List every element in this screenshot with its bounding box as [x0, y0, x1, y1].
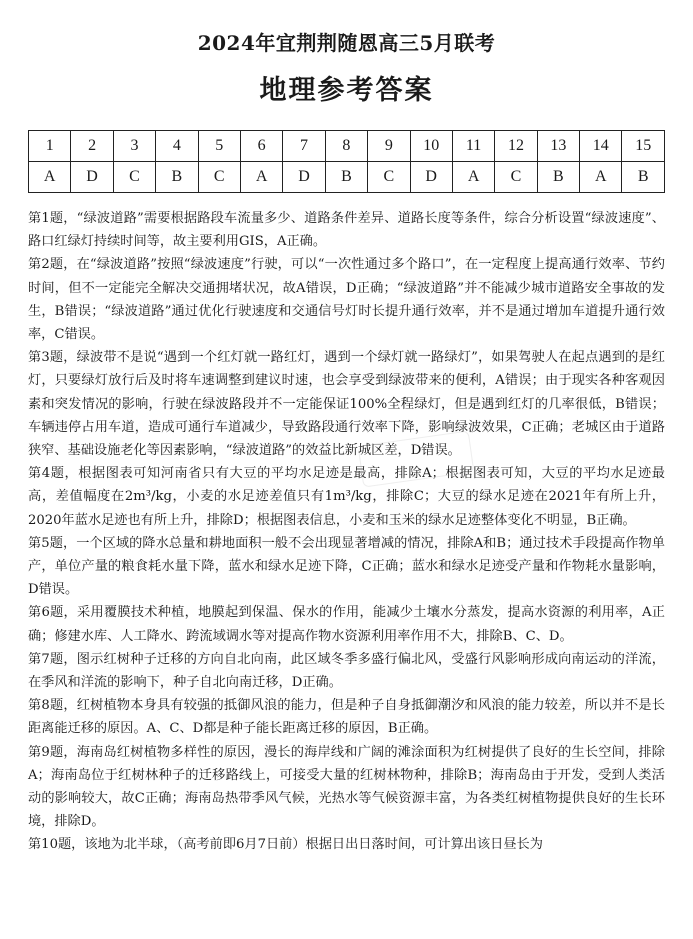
- exam-title: 2024年宜荆荆随恩高三5月联考: [197, 31, 496, 55]
- explanation-paragraph: 第4题，根据图表可知河南省只有大豆的平均水足迹是最高，排除A；根据图表可知，大豆的平均水足迹最高，差值幅度在2m³/kg，小麦的水足迹差值只有1m³/kg，排除C；大豆的绿水足迹在2021年有所上升，2020年蓝水足迹也有所上升，排除D；根据图表信息，小麦和玉米的绿水足迹整体变化不明显，B正确。: [28, 466, 665, 528]
- answer-letter: C: [495, 162, 537, 193]
- explanation-paragraph: 第9题，海南岛红树植物多样性的原因，漫长的海岸线和广阔的滩涂面积为红树提供了良好的生长空间，排除A；海南岛位于红树林种子的迁移路线上，可接受大量的红树林物种，排除B；海南岛由于开发，受到人类活动的影响较大，故C正确；海南岛热带季风气候，光热水等气候资源丰富，为各类红树植物提供良好的生长环境，排除D。: [28, 744, 665, 830]
- answer-letter: B: [156, 162, 198, 193]
- answer-letter: B: [537, 162, 579, 193]
- question-number: 12: [495, 131, 537, 162]
- explanation-paragraph: 第2题，在“绿波道路”按照“绿波速度”行驶，可以“一次性通过多个路口”，在一定程度上提高通行效率、节约时间，但不一定能完全解决交通拥堵状况，故A错误，D正确；“绿波道路”并不能减少城市道路安全事故的发生，B错误；“绿波道路”通过优化行驶速度和交通信号灯时长提升通行效率，并不是通过增加车道提升通行效率，C错误。: [28, 257, 665, 343]
- question-number: 9: [368, 131, 410, 162]
- answer-letter: D: [71, 162, 113, 193]
- answer-letter: C: [368, 162, 410, 193]
- explanation-paragraph: 第1题，“绿波道路”需要根据路段车流量多少、道路条件差异、道路长度等条件，综合分析设置“绿波速度”、路口红绿灯持续时间等，故主要利用GIS，A正确。: [28, 211, 665, 250]
- question-number: 8: [325, 131, 367, 162]
- answer-row: [29, 162, 665, 193]
- question-number: 7: [283, 131, 325, 162]
- explanations: [28, 207, 665, 857]
- answer-letter: D: [410, 162, 452, 193]
- question-number: 15: [622, 131, 665, 162]
- answer-letter: B: [622, 162, 665, 193]
- question-number: 13: [537, 131, 579, 162]
- question-number: 14: [580, 131, 622, 162]
- question-number: 2: [71, 131, 113, 162]
- answer-letter: A: [452, 162, 494, 193]
- answer-letter: A: [240, 162, 282, 193]
- question-number: 5: [198, 131, 240, 162]
- explanation-paragraph: 第5题，一个区域的降水总量和耕地面积一般不会出现显著增减的情况，排除A和B；通过技术手段提高作物单产，单位产量的粮食耗水量下降，蓝水和绿水足迹下降，C正确；蓝水和绿水足迹受产量和作物耗水量影响，D错误。: [28, 535, 665, 598]
- question-number: 1: [29, 131, 71, 162]
- explanation-paragraph: 第3题，绿波带不是说“遇到一个红灯就一路红灯，遇到一个绿灯就一路绿灯”，如果驾驶人在起点遇到的是红灯，只要绿灯放行后及时将车速调整到建议时速，也会享受到绿波带来的便利，A错误；由于现实各种客观因素和突发情况的影响，行驶在绿波路段并不一定能保证100%全程绿灯，但是遇到红灯的几率很低，B错误；车辆违停占用车道，造成可通行车道减少，导致路段通行效率下降，影响绿波效果，C正确；老城区由于道路狭窄、基础设施老化等因素影响，“绿波道路”的效益比新城区差，D错误。: [28, 350, 665, 459]
- answer-letter: C: [113, 162, 155, 193]
- question-number: 6: [240, 131, 282, 162]
- answer-letter: D: [283, 162, 325, 193]
- question-number-row: [29, 131, 665, 162]
- question-number: 4: [156, 131, 198, 162]
- answer-letter: A: [580, 162, 622, 193]
- answer-letter: A: [29, 162, 71, 193]
- question-number: 10: [410, 131, 452, 162]
- answer-letter: C: [198, 162, 240, 193]
- explanation-paragraph: 第7题，图示红树种子迁移的方向自北向南，此区域冬季多盛行偏北风，受盛行风影响形成向南运动的洋流，在季风和洋流的影响下，种子自北向南迁移，D正确。: [28, 651, 665, 691]
- answer-letter: B: [325, 162, 367, 193]
- document-title: 地理参考答案: [259, 75, 434, 106]
- question-number: 11: [452, 131, 494, 162]
- explanation-paragraph: 第10题，该地为北半球，（高考前即6月7日前）根据日出日落时间，可计算出该日昼长为: [28, 837, 543, 853]
- answer-table: [28, 130, 665, 193]
- explanation-paragraph: 第8题，红树植物本身具有较强的抵御风浪的能力，但是种子自身抵御潮汐和风浪的能力较差，所以并不是长距离能迁移的原因。A、C、D都是种子能长距离迁移的原因，B正确。: [28, 698, 665, 737]
- question-number: 3: [113, 131, 155, 162]
- explanation-paragraph: 第6题，采用覆膜技术种植，地膜起到保温、保水的作用，能减少土壤水分蒸发，提高水资源的利用率，A正确；修建水库、人工降水、跨流域调水等对提高作物水资源利用率作用不大，排除B、C、D。: [28, 605, 665, 644]
